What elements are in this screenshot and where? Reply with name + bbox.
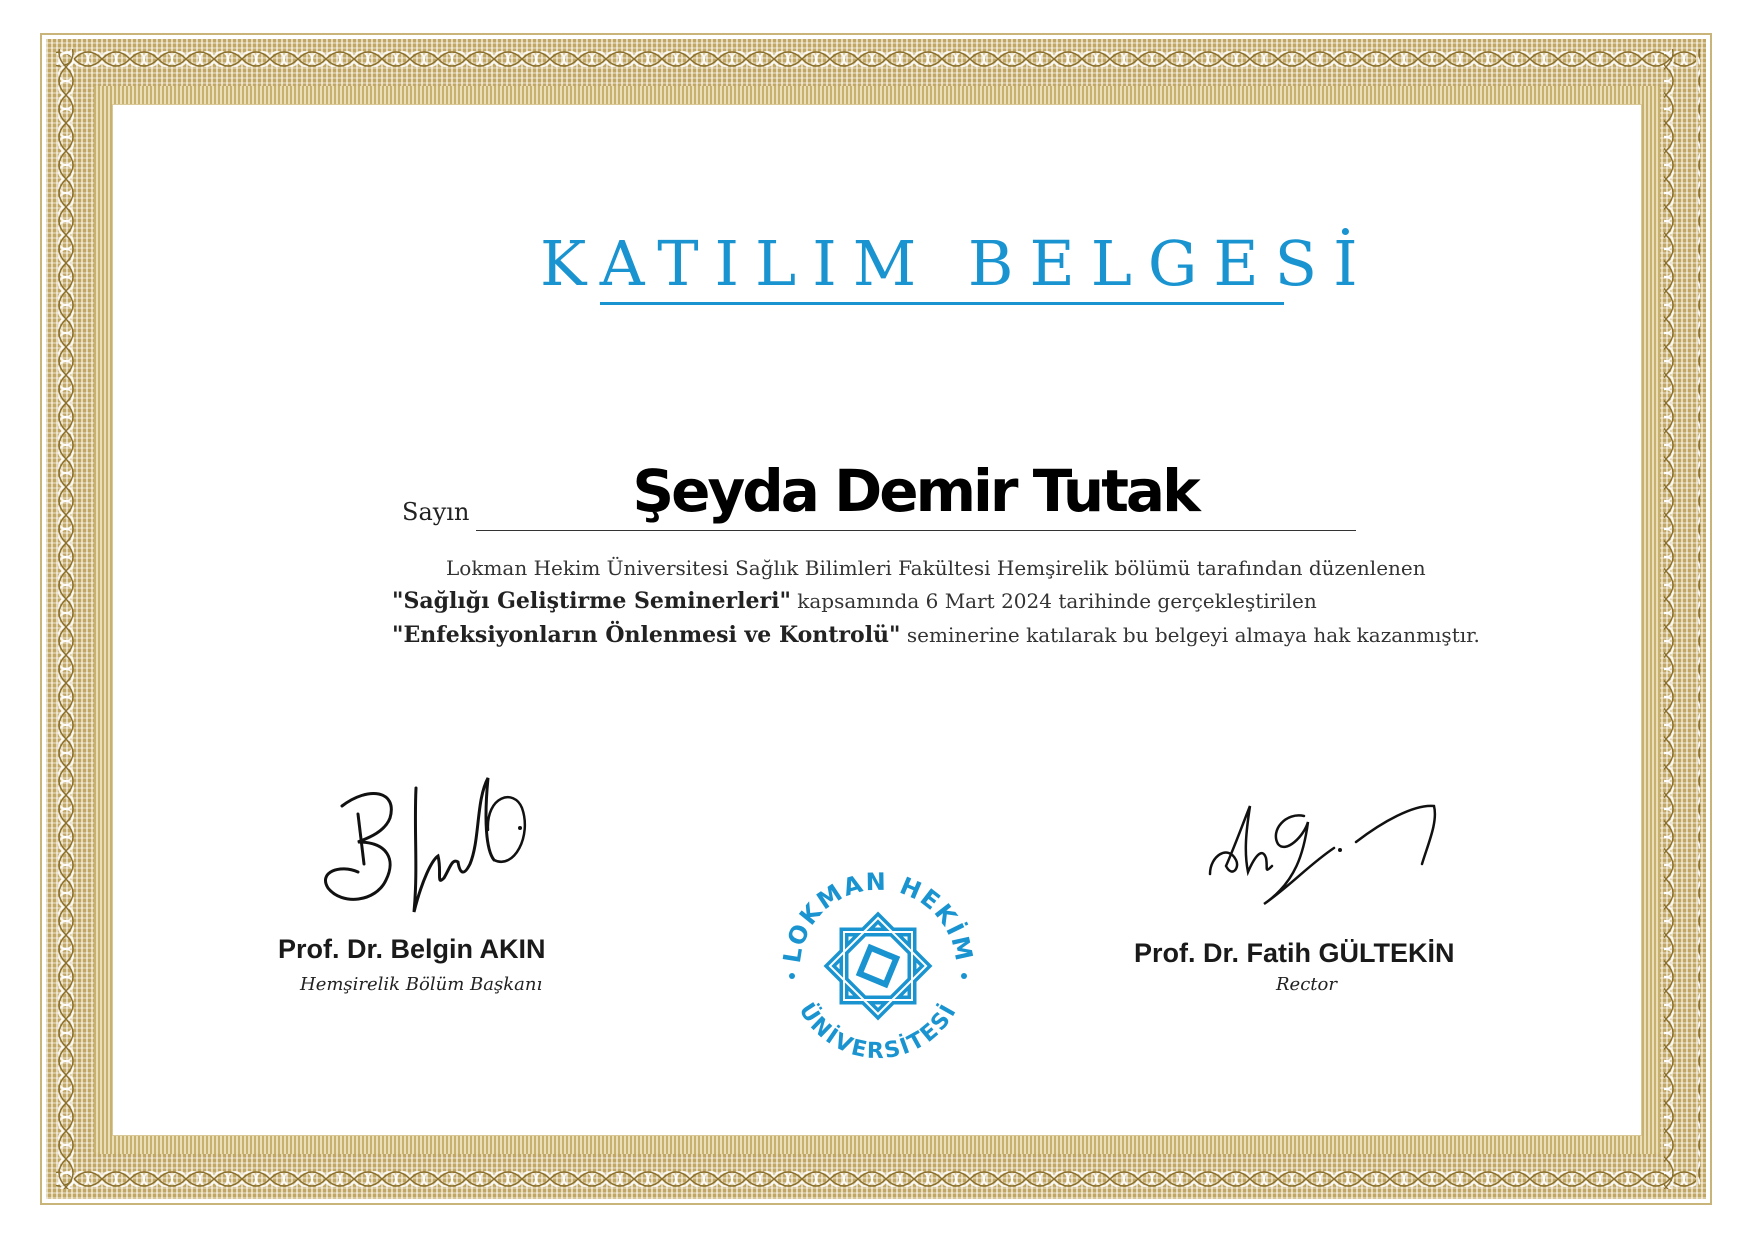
body-line-3-text: seminerine katılarak bu belgeyi almaya hak kazanmıştır. <box>906 623 1480 647</box>
salutation: Sayın <box>402 498 470 526</box>
certificate-title: KATILIM BELGESİ <box>540 227 1374 300</box>
body-line-1 <box>446 556 1426 580</box>
signatory-right-role: Rector <box>1276 974 1337 995</box>
signatory-left-name: Prof. Dr. Belgin AKIN <box>278 934 546 964</box>
signature-left-image <box>318 760 538 920</box>
program-name: "Sağlığı Geliştirme Seminerleri" <box>392 588 791 614</box>
recipient-underline <box>476 530 1356 531</box>
signatory-left-role: Hemşirelik Bölüm Başkanı <box>300 974 543 995</box>
body-line-3 <box>392 622 1480 648</box>
body-line-2-text: kapsamında 6 Mart 2024 tarihinde gerçekleştirilen <box>797 589 1317 613</box>
svg-text:ÜNİVERSİTESİ: ÜNİVERSİTESİ <box>793 998 963 1065</box>
recipient-name: Şeyda Demir Tutak <box>632 457 1198 525</box>
body-line-1-text: Lokman Hekim Üniversitesi Sağlık Bilimleri Fakültesi Hemşirelik bölümü tarafından düzenlenen <box>446 556 1426 580</box>
university-logo-icon <box>770 860 986 1076</box>
signatory-right-name: Prof. Dr. Fatih GÜLTEKİN <box>1134 938 1455 968</box>
svg-text:LOKMAN HEKİM: LOKMAN HEKİM <box>777 867 979 965</box>
body-line-2 <box>392 588 1317 614</box>
seminar-name: "Enfeksiyonların Önlenmesi ve Kontrolü" <box>392 622 901 648</box>
signature-right-image <box>1206 792 1446 912</box>
title-underline <box>600 302 1284 305</box>
